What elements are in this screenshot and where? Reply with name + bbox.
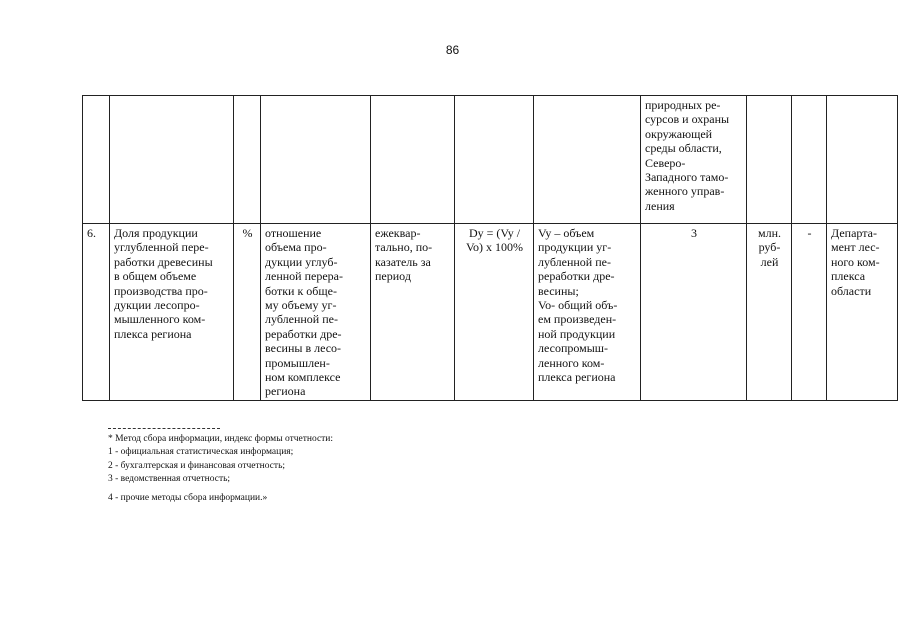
responsible-department: Департа- мент лес- ного ком- плекса области xyxy=(827,224,898,401)
unit-percent: % xyxy=(234,224,261,401)
indicator-table xyxy=(82,95,898,401)
table-row-continuation xyxy=(83,96,898,224)
cell-department xyxy=(827,96,898,224)
periodicity: ежеквар- тально, по- казатель за период xyxy=(371,224,455,401)
value-unit: млн. руб- лей xyxy=(747,224,792,401)
dash-value: - xyxy=(792,224,827,401)
formula: Dy = (Vy / Vo) x 100% xyxy=(455,224,534,401)
footnote-item-2: 2 - бухгалтерская и финансовая отчетность; xyxy=(108,460,286,471)
indicator-definition: отношение объема про- дукции углуб- ленной перера- ботки к обще- му объему уг- лубленной пе- реработки дре- весины в лесо- промышлен- ном комплексе регионa xyxy=(261,224,371,401)
collection-method: 3 xyxy=(641,224,747,401)
table-row-6 xyxy=(83,224,898,401)
cell-num xyxy=(83,96,110,224)
footnote-item-4: 4 - прочие методы сбора информации.» xyxy=(108,493,268,504)
cell-periodicity xyxy=(371,96,455,224)
cell-name xyxy=(110,96,234,224)
indicator-name: Доля продукции углубленной пере- работки древесины в общем объеме производства про- дукции лесопро- мышленного ком- плекса региона xyxy=(110,224,234,401)
cell-dash xyxy=(792,96,827,224)
row-number: 6. xyxy=(83,224,110,401)
footnotes xyxy=(108,428,333,505)
cell-definition xyxy=(261,96,371,224)
footnote-divider xyxy=(108,428,220,429)
footnote-item-1: 1 - официальная статистическая информация; xyxy=(108,447,294,458)
basic-indicators: Vy – объем продукции уг- лубленной пе- реработки дре- весины; Vo- общий объ- ем произведен- ной продукции лесопромыш- ленного ком- плекса региона xyxy=(534,224,641,401)
cell-value-unit xyxy=(747,96,792,224)
cell-unit xyxy=(234,96,261,224)
cell-basic-indicators xyxy=(534,96,641,224)
cell-responsible-continued: природных ре- сурсов и охраны окружающей среды области, Северо- Западного тамо- женного управ- ления xyxy=(641,96,747,224)
footnote-header: * Метод сбора информации, индекс формы отчетности: xyxy=(108,434,334,444)
footnote-item-3: 3 - ведомственная отчетность; xyxy=(108,473,231,484)
cell-formula xyxy=(455,96,534,224)
page-number: 86 xyxy=(445,43,460,57)
